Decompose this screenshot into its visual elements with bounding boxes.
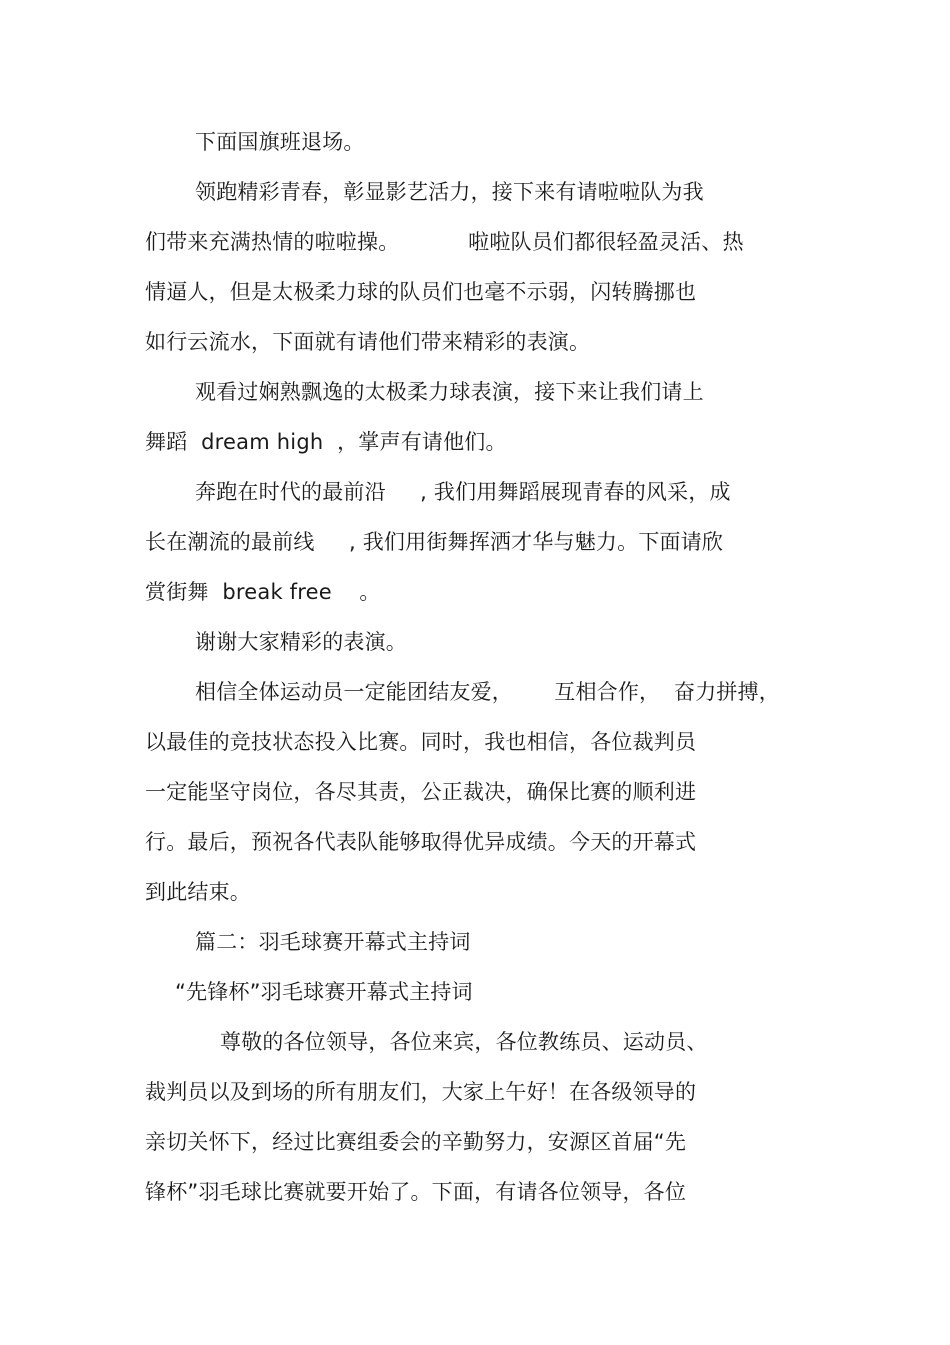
- text-line: 们带来充满热情的啦啦操。 啦啦队员们都很轻盈灵活、热: [145, 230, 744, 254]
- text-line: 一定能坚守岗位，各尽其责，公正裁决，确保比赛的顺利进: [145, 780, 697, 804]
- text-line: 领跑精彩青春，彰显影艺活力，接下来有请啦啦队为我: [195, 180, 704, 204]
- section-heading: 篇二：羽毛球赛开幕式主持词: [195, 930, 471, 954]
- text-line: 到此结束。: [145, 880, 251, 904]
- text-line: 裁判员以及到场的所有朋友们，大家上午好！在各级领导的: [145, 1080, 697, 1104]
- text-line: 以最佳的竞技状态投入比赛。同时，我也相信，各位裁判员: [145, 730, 697, 754]
- text-line: 下面国旗班退场。: [195, 130, 365, 154]
- text-line: 亲切关怀下，经过比赛组委会的辛勤努力，安源区首届“先: [145, 1130, 687, 1154]
- text-line: 如行云流水，下面就有请他们带来精彩的表演。: [145, 330, 591, 354]
- text-line: 情逼人，但是太极柔力球的队员们也毫不示弱，闪转腾挪也: [145, 280, 697, 304]
- text-line: 观看过娴熟飘逸的太极柔力球表演，接下来让我们请上: [195, 380, 704, 404]
- text-line: 赏街舞 break free 。: [145, 580, 381, 604]
- text-line: 长在潮流的最前线 , 我们用街舞挥洒才华与魅力。下面请欣: [145, 530, 724, 554]
- text-line: 舞蹈 dream high ，掌声有请他们。: [145, 430, 507, 454]
- text-line: 尊敬的各位领导，各位来宾，各位教练员、运动员、: [220, 1030, 708, 1054]
- text-line: 谢谢大家精彩的表演。: [195, 630, 407, 654]
- text-line: 相信全体运动员一定能团结友爱， 互相合作， 奋力拼搏，: [195, 680, 780, 704]
- text-line: 奔跑在时代的最前沿 , 我们用舞蹈展现青春的风采，成: [195, 480, 731, 504]
- text-line: 行。最后，预祝各代表队能够取得优异成绩。今天的开幕式: [145, 830, 697, 854]
- document-title: “先锋杯”羽毛球赛开幕式主持词: [175, 980, 473, 1004]
- text-line: 锋杯”羽毛球比赛就要开始了。下面，有请各位领导，各位: [145, 1180, 687, 1204]
